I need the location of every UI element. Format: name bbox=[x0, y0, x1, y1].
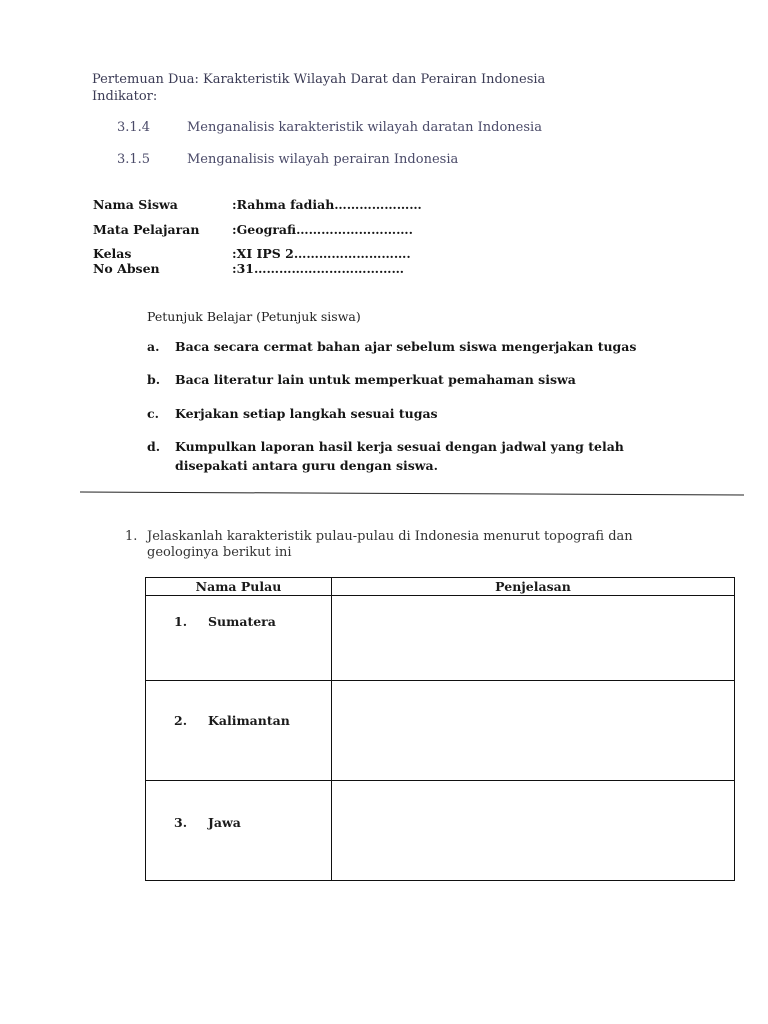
petunjuk-item: Baca secara cermat bahan ajar sebelum siswa mengerjakan tugas bbox=[175, 339, 637, 354]
petunjuk-letter: a. bbox=[147, 339, 160, 354]
petunjuk-letter: c. bbox=[147, 406, 159, 421]
student-label-kelas: Kelas bbox=[93, 246, 132, 261]
petunjuk-letter: d. bbox=[147, 439, 161, 454]
island-cell bbox=[146, 781, 332, 881]
indicator-number: 3.1.4 bbox=[117, 120, 151, 135]
student-value-kelas: :XI IPS 2………………………. bbox=[232, 246, 411, 261]
petunjuk-item: Baca literatur lain untuk memperkuat pemahaman siswa bbox=[175, 372, 576, 387]
island-number: 3. bbox=[174, 815, 188, 830]
question-number: 1. bbox=[125, 529, 138, 544]
explanation-cell[interactable] bbox=[332, 681, 735, 781]
indikator-heading bbox=[92, 89, 157, 104]
petunjuk-item: Kumpulkan laporan hasil kerja sesuai dengan jadwal yang telah bbox=[175, 439, 624, 454]
column-header-penjelasan: Penjelasan bbox=[332, 578, 735, 596]
indikator-colon: : bbox=[152, 89, 158, 104]
indicator-text: Menganalisis wilayah perairan Indonesia bbox=[187, 152, 459, 167]
column-header-nama-pulau: Nama Pulau bbox=[146, 578, 332, 596]
section-divider bbox=[80, 492, 744, 496]
student-label-absen: No Absen bbox=[93, 261, 160, 276]
student-value-nama: :Rahma fadiah………………… bbox=[232, 197, 422, 212]
island-name: Jawa bbox=[208, 815, 241, 830]
island-name: Kalimantan bbox=[208, 713, 290, 728]
table-row bbox=[146, 781, 735, 881]
student-value-absen: :31……………………………… bbox=[232, 261, 405, 276]
petunjuk-item: Kerjakan setiap langkah sesuai tugas bbox=[175, 406, 438, 421]
petunjuk-heading: Petunjuk Belajar (Petunjuk siswa) bbox=[147, 309, 361, 324]
island-cell bbox=[146, 681, 332, 781]
table-header-row bbox=[146, 578, 735, 596]
explanation-cell[interactable] bbox=[332, 781, 735, 881]
question-line-2: geologinya berikut ini bbox=[147, 545, 292, 560]
petunjuk-item-continuation: disepakati antara guru dengan siswa. bbox=[175, 458, 439, 473]
explanation-cell[interactable] bbox=[332, 596, 735, 681]
table-row bbox=[146, 596, 735, 681]
pulau-table bbox=[145, 577, 735, 881]
student-value-mapel: :Geografi………………………. bbox=[232, 222, 413, 237]
question-line-1: Jelaskanlah karakteristik pulau-pulau di Indonesia menurut topografi dan bbox=[147, 529, 633, 544]
indicator-number: 3.1.5 bbox=[117, 152, 151, 167]
island-cell bbox=[146, 596, 332, 681]
indicator-text: Menganalisis karakteristik wilayah daratan Indonesia bbox=[187, 120, 542, 135]
student-label-mapel: Mata Pelajaran bbox=[93, 222, 200, 237]
indikator-label: Indikator bbox=[92, 89, 153, 104]
page-title: Pertemuan Dua: Karakteristik Wilayah Darat dan Perairan Indonesia bbox=[92, 72, 546, 87]
island-number: 2. bbox=[174, 713, 188, 728]
table-row bbox=[146, 681, 735, 781]
island-name: Sumatera bbox=[208, 614, 276, 629]
student-label-nama: Nama Siswa bbox=[93, 197, 178, 212]
petunjuk-letter: b. bbox=[147, 372, 161, 387]
island-number: 1. bbox=[174, 614, 188, 629]
